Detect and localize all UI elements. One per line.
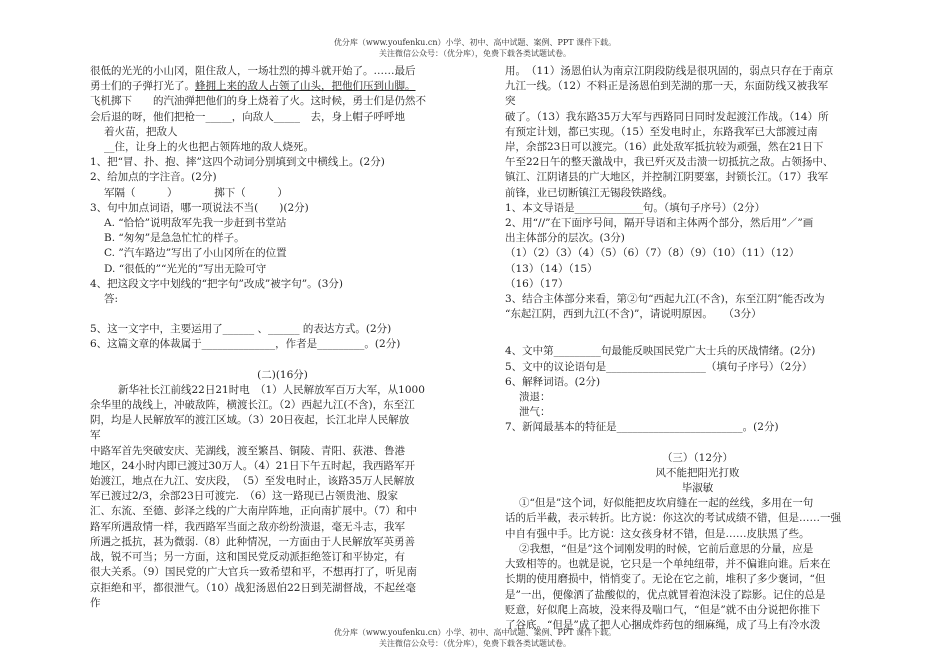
question-2: 2、给加点的字注音。(2分) [90,171,217,184]
section-2-heading: (二)(16分) [257,368,308,381]
passage-line: 飞机掷下 的汽油弹把他们的身上烧着了火。这时候，勇士们是仍然不 [90,95,426,108]
news-line: 余华里的战线上，冲破敌阵，横渡长江。（2）西起九江(不含)，东至江 [90,399,415,412]
term-1: 溃退： [519,391,551,404]
page-header [0,37,950,59]
essay-line: 是”一出，便像洒了盐酸似的，优点就冒着泡沫没了踪影。记住的总是 [505,588,826,601]
passage-line: __住，让身上的火也把占领阵地的敌人烧死。 [104,141,314,154]
news-line: 镇江、江阴诸县的广大地区，并控制江阴要塞，封锁长江。（17）我军 [505,171,829,184]
left-column [90,64,475,611]
underlined-sentence: 蜂拥上来的敌人占领了山头，把他们压到山脚。 [195,80,416,93]
question-5: 5、这一文字中，主要运用了______ 、______ 的表达方式。(2分) [90,323,392,336]
footer-line-2: 关注微信公众号：（优分库），免费下载各类试题试卷。 [379,639,571,648]
news-line: 破了。（13）我东路35万大军与西路同日同时发起渡江作战。（14）所 [505,110,829,123]
option-b: B. “匆匆”是急急忙忙的样子。 [104,232,245,245]
essay-line: 大致相等的。也就是说，它只是一个单纯纽带，并不偏谁向谁。后来在 [505,558,831,571]
question-1: 1、本文导语是_____________句。（填句子序号）（2分） [505,201,766,214]
news-line: 午至22日午的整天激战中，我已歼灭及击溃一切抵抗之敌。占领扬中、 [505,156,834,169]
essay-line: 了谷底。“但是”成了把人心捆成炸药包的细麻绳，成了马上有冷水泼 [505,618,821,631]
news-line: 很大关系。（9）国民党的广大官兵一致希望和平，不想再打了，听见南 [90,566,417,579]
news-line: 九江一线。（12）不料正是汤恩伯到芜湖的那一天，东面防线又被我军 [505,80,829,93]
passage-line: 很低的光光的小山冈，阻住敌人，一场壮烈的搏斗就开始了。……最后 [90,65,416,77]
question-6: 6、这篇文章的体裁属于______________，作者是_________。(2分) [90,338,401,351]
news-line: 地区，24小时内即已渡过30万人。（4）21日下午五时起，我西路军开 [90,459,416,472]
news-line: 前锋，业已切断镇江无锡段铁路线。 [505,186,673,199]
passage-line: 勇士们的子弹打光了。蜂拥上来的敌人占领了山头，把他们压到山脚。 [90,80,416,93]
essay-title: 风不能把阳光打败 [655,466,740,479]
news-line: 中路军首先突破安庆、芜湖线，渡至繁昌、铜陵、青阳、荻港、鲁港 [90,444,405,457]
news-line: 有预定计划，都已实现。（15）至发电时止，东路我军已大部渡过南 [505,125,818,138]
news-line: 所遇之抵抗，甚为微弱.（8）此种情况，一方面由于人民解放军英勇善 [90,535,416,548]
news-line: 始渡江，地点在九江、安庆段， （5）至发电时止，该路35万人民解放 [90,475,415,488]
news-line: 新华社长江前线22日21时电 （1）人民解放军百万大军，从1000 [118,383,425,396]
question-4: 4、把这段文字中划线的“把字句”改成”被字句”。(3分) [90,277,344,290]
section-3-heading: （三）（12分） [661,451,734,464]
sentence-numbers: （13）（14）（15） [505,262,598,275]
news-line: 用。 （11）汤恩伯认为南京江阴段防线是很巩固的，弱点只存在于南京 [505,65,834,77]
essay-line: 话的后半截，表示转折。比方说：你这次的考试成绩不错，但是……一强 [505,512,841,525]
question-1: 1、把“冒、扑、抱、摔”这四个动词分别填到文中横线上。(2分) [90,156,385,169]
answer-label: 答: [104,293,119,306]
page-footer [0,627,950,649]
question-6: 6、解释词语。(2分) [505,375,601,388]
essay-author: 毕淑敏 [681,482,714,495]
essay-line: ②我想，“但是”这个词刚发明的时候，它前后意思的分量，应是 [519,542,814,555]
news-line: 作 [90,596,101,609]
right-column [505,64,890,633]
option-c: C. ”汽车路边”写出了小山冈所在的位置 [104,247,287,260]
essay-line: 长期的使用磨损中，悄悄变了。无论在它之前，堆积了多少褒词，“但 [505,573,826,586]
question-2: 2、用“//”在下面序号间，隔开导语和主体两个部分，然后用”／”画 [505,217,814,230]
header-line-2: 关注微信公众号：（优分库），免费下载各类试题试卷。 [379,49,571,58]
question-4: 4、文中第_________句最能反映国民党广大士兵的厌战情绪。(2分) [505,345,816,358]
option-d: D. “很低的”“光光的”写出无险可守 [104,262,267,275]
term-2: 泄气： [519,406,551,419]
header-line-1: 优分库（www.youfenku.cn）小学、初中、高中试题、案例、PPT 课件下载。 [333,38,617,47]
news-line: 汇、东流、至德、彭泽之线的广大南岸阵地，正向南扩展中。（7）和中 [90,505,417,518]
footer-line-1: 优分库（www.youfenku.cn）小学、初中、高中试题、案例、PPT 课件下载。 [333,628,617,637]
news-line: 战，锐不可当；另一方面，这和国民党反动派拒绝签订和平协定，有 [90,551,405,564]
news-line: 军已渡过2/3，余部23日可渡完. （6）这一路现已占领贵池、殷家 [90,490,399,503]
news-line: 岸，余部23日可以渡完。（16）此处敌军抵抗较为顽强，然在21日下 [505,141,824,154]
passage-line: 着火苗，把敌人 [104,125,178,138]
question-3-cont: “东起江阴，西到九江(不含)”，请说明原因。 （3分） [505,308,762,321]
news-line: 军 [90,429,101,442]
question-2-cont: 出主体部分的层次。(3分) [505,232,625,245]
passage-line: 会后退的呀，他们把枪一_____，向敌人_____ 去，身上帽子呼呼地 [90,110,405,123]
option-a: A. “恰恰”说明敌军先我一步赶到书堂站 [104,217,287,230]
essay-line: ①“但是”这个词，好似能把皮坎肩缝在一起的丝线，多用在一句 [519,497,814,510]
question-3: 3、结合主体部分来看，第②句“西起九江(不含)，东至江阴”能否改为 [505,293,825,306]
question-7: 7、新闻最基本的特征是________________________。(2分) [505,421,779,434]
news-line: 京拒绝和平，都很泄气。（10）战犯汤恩伯22日到芜湖督战，不起丝毫 [90,581,416,594]
question-2-blanks: 军隔（ ） 掷下（ ） [104,186,288,199]
essay-line: 中自有强中手。比方说：这女孩身材不错，但是……皮肤黑了些。 [505,527,810,540]
news-line: 阴，均是人民解放军的渡江区域。（3）20日夜起，长江北岸人民解放 [90,414,410,427]
sentence-numbers: （1）（2）（3）（4）（5）（6）（7）（8）（9）（10）（11）（12） [505,247,800,260]
news-line: 路军所遇敌情一样，我西路军当面之敌亦纷纷溃退，毫无斗志，我军 [90,520,405,533]
sentence-numbers: （16）（17） [505,277,569,290]
question-5: 5、文中的议论语句是___________________（填句子序号）（2分） [505,360,813,373]
essay-line: 贬意，好似爬上高坡，没来得及喘口气，“但是”就不由分说把你推下 [505,603,821,616]
news-line: 突 [505,95,516,108]
question-3: 3、句中加点词语，哪一项说法不当( )(2分) [90,201,309,214]
